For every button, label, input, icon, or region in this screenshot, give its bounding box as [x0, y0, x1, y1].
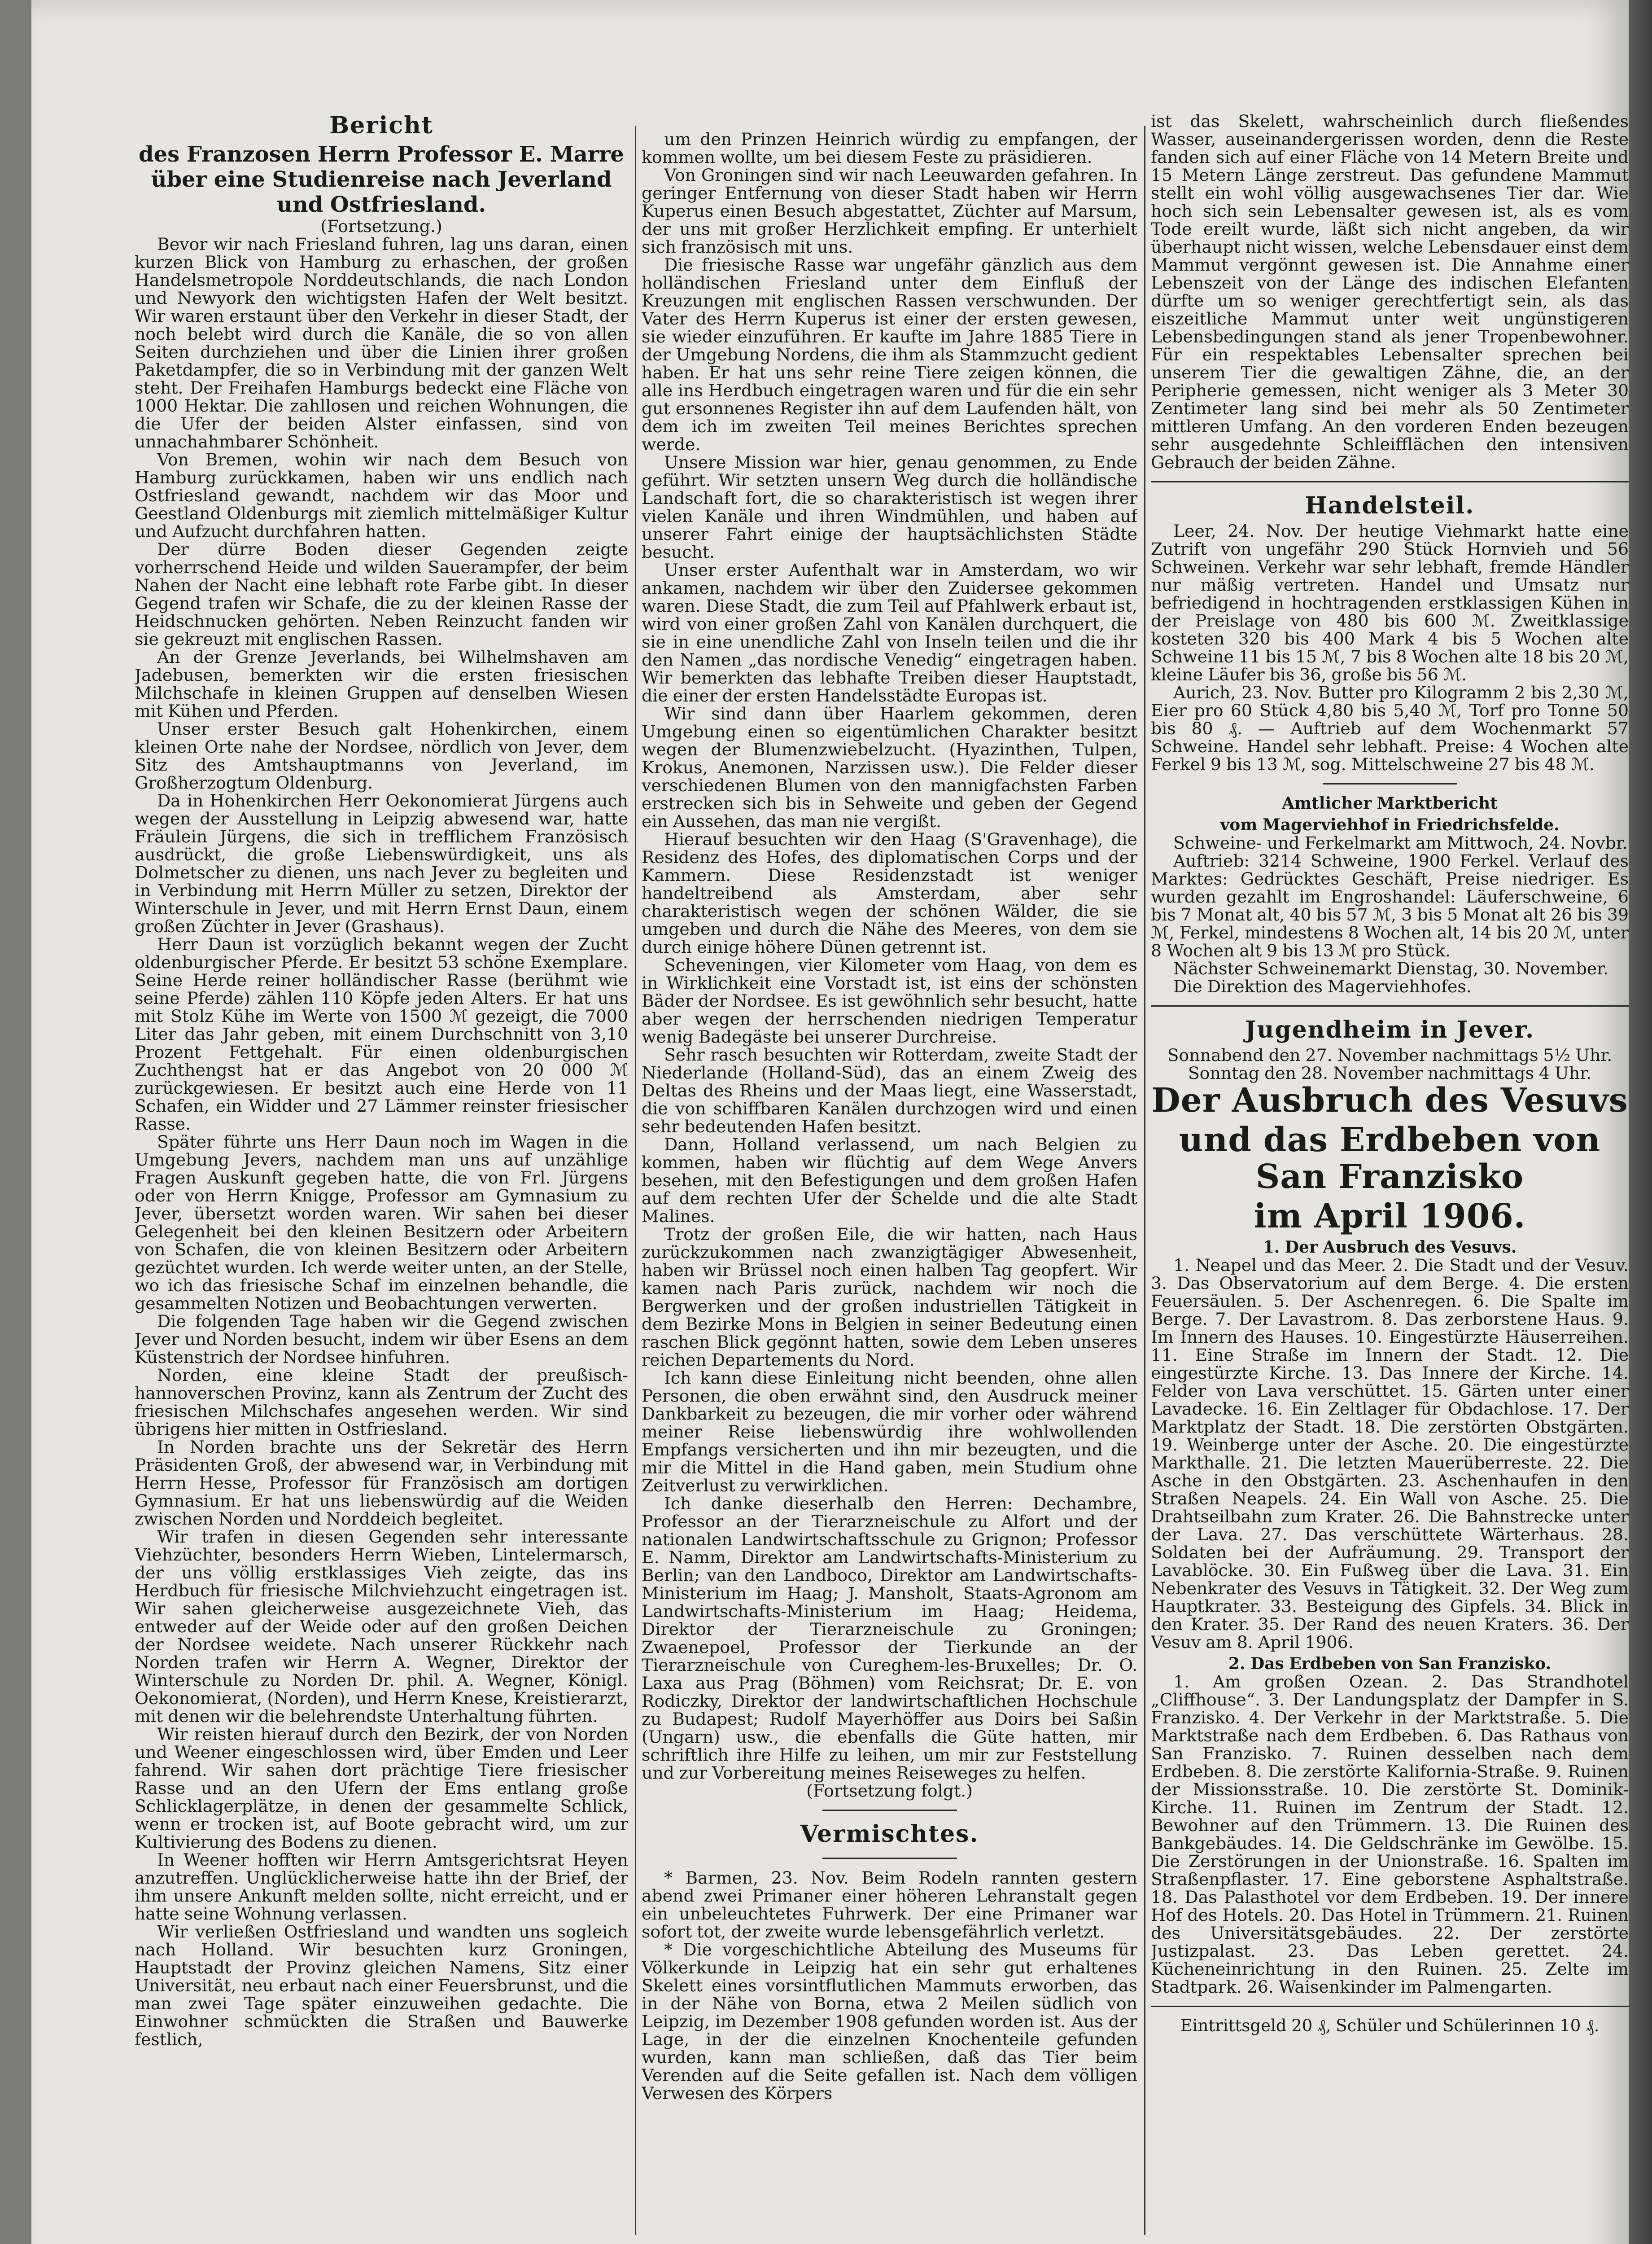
admission-notice: Eintrittsgeld 20 ₰, Schüler und Schülerinnen 10 ₰.	[1180, 2016, 1600, 2035]
paragraph: Unsere Mission war hier, genau genommen, zu Ende geführt. Wir setzten unsern Weg durch die holländische Landschaft fort, die so charakteristisch ist wegen ihrer vielen Kanäle und ihren Windmühlen, und haben auf unserer Fahrt einige der hauptsächlichsten Städte besucht.	[642, 452, 1137, 562]
market-report: Aurich, 23. Nov. Butter pro Kilogramm 2 bis 2,30 ℳ, Eier pro 60 Stück 4,80 bis 5,40 ℳ, Torf pro Tonne 50 bis 80 ₰. — Auftrieb auf dem Wochenmarkt 57 Schweine. Handel sehr lebhaft. Preise: 4 Wochen alte Ferkel 9 bis 13 ℳ, sog. Mittelschweine 27 bis 48 ℳ.	[1151, 683, 1629, 774]
market-title: Amtlicher Marktbericht	[1282, 794, 1498, 813]
market-report-line: Schweine- und Ferkelmarkt am Mittwoch, 24. Novbr.	[1173, 833, 1628, 853]
divider	[1151, 1005, 1629, 1007]
column-rule	[635, 126, 636, 2235]
news-item: * Die vorgeschichtliche Abteilung des Museums für Völkerkunde in Leipzig hat ein sehr gut erhaltenes Skelett eines vorsintflutlichen Mammuts erworben, das in der Nähe von Borna, etwa 2 Meilen südlich von Leipzig, im Dezember 1908 gefunden worden ist. Aus der Lage, in der die einzelnen Knochenteile gefunden wurden, kann man schließen, daß das Tier beim Verenden auf die Seite gefallen ist. Nach dem völligen Verwesen des Körpers	[642, 1940, 1137, 2103]
market-subtitle: vom Magerviehhof in Friedrichsfelde.	[1220, 815, 1560, 834]
paragraph: Norden, eine kleine Stadt der preußisch-hannoverschen Provinz, kann als Zentrum der Zucht des friesischen Milchschafes angesehen werden. Wir sind übrigens hier mitten in Ostfriesland.	[135, 1365, 628, 1439]
paragraph: Ich danke dieserhalb den Herren: Dechambre, Professor an der Tierarzneischule zu Alfort und der nationalen Landwirtschaftsschule zu Grignon; Professor E. Namm, Direktor am Landwirtschafts-Ministerium zu Berlin; van den Landboco, Direktor am Landwirtschafts-Ministerium im Haag; J. Mansholt, Staats-Agronom am Landwirtschafts-Ministerium im Haag; Heidema, Direktor der Tierarzneischule zu Groningen; Zwaenepoel, Professor der Tierkunde an der Tierarzneischule von Cureghem-les-Bruxelles; Dr. O. Laxa aus Prag (Böhmen) vom Reichsrat; Dr. E. von Rodiczky, Direktor der landwirtschaftlichen Hochschule zu Budapest; Rudolf Mayerhöffer aus Doirs bei Saßin (Ungarn) usw., die ebenfalls die Güte hatten, mir schriftlich ihre Hilfe zu leihen, um mir zur Feststellung und zur Vorbereitung meines Reiseweges zu helfen.	[642, 1494, 1137, 1783]
paragraph: Scheveningen, vier Kilometer vom Haag, von dem es in Wirklichkeit eine Vorstadt ist, ist eins der schönsten Bäder der Nordsee. Es ist gewöhnlich sehr besucht, hatte aber wegen der herrschenden niedrigen Temperatur wenig Badegäste bei unserer Durchreise.	[642, 955, 1137, 1047]
market-report: Leer, 24. Nov. Der heutige Viehmarkt hatte eine Zutrift von ungefähr 290 Stück Hornvieh und 56 Schweinen. Verkehr war sehr lebhaft, fremde Händler nur mäßig vertreten. Handel und Umsatz nur befriedigend in hochtragenden erstklassigen Kühen in der Preislage von 480 bis 600 ℳ. Zweitklassige kosteten 320 bis 400 Mark 4 bis 5 Wochen alte Schweine 11 bis 15 ℳ, 7 bis 8 Wochen alte 18 bis 20 ℳ, kleine Läufer bis 36, große bis 56 ℳ.	[1151, 521, 1629, 684]
event-heading: Jugendheim in Jever.	[1245, 1016, 1535, 1043]
news-item: * Barmen, 23. Nov. Beim Rodeln rannten gestern abend zwei Primaner einer höheren Lehranstalt gegen ein unbeleuchtetes Fuhrwerk. Der eine Primaner war sofort tot, der zweite wurde lebensgefährlich verletzt.	[642, 1868, 1137, 1942]
paragraph: um den Prinzen Heinrich würdig zu empfangen, der kommen wollte, um bei diesem Feste zu präsidieren.	[642, 130, 1137, 167]
section-heading: 1. Der Ausbruch des Vesuvs.	[1263, 1238, 1517, 1257]
article-subtitle: des Franzosen Herrn Professor E. Marre	[139, 142, 624, 167]
paragraph: Wir verließen Ostfriesland und wandten uns sogleich nach Holland. Wir besuchten kurz Groningen, Hauptstadt der Provinz gleichen Namens, Sitz einer Universität, neu erbaut nach einer Feuersbrunst, und die man zwei Tage später einzuweihen gedachte. Die Einwohner schmückten die Straßen und Bauwerke festlich,	[135, 1922, 628, 2049]
section-heading: 2. Das Erdbeben von San Franzisko.	[1228, 1654, 1551, 1673]
event-times	[1151, 1046, 1629, 1082]
paragraph: In Norden brachte uns der Sekretär des Herrn Präsidenten Groß, der abwesend war, in Verbindung mit Herrn Hesse, Professor für Französisch am dortigen Gymnasium. Er hat uns liebenswürdig auf die Weiden zwischen Norden und Norddeich begleitet.	[135, 1437, 628, 1529]
article-body: ist das Skelett, wahrscheinlich durch fließendes Wasser, auseinandergerissen worden, denn die Reste fanden sich auf einer Fläche von 14 Metern Breite und 15 Metern Länge zerstreut. Das gefundene Mammut stellt ein wohl völlig ausgewachsenes Tier dar. Wie hoch sich sein Lebensalter gewesen ist, als es vom Tode ereilt wurde, läßt sich nicht angeben, da wir überhaupt nicht wissen, welche Lebensdauer einst dem Mammut vergönnt gewesen ist. Die Annahme einer Lebenszeit von der Länge des indischen Elefanten dürfte um so weniger gerechtfertigt sein, als das eiszeitliche Mammut unter weit ungünstigeren Lebensbedingungen stand als jener Tropenbewohner. Für ein respektables Lebensalter sprechen bei unserem Tier die gewaltigen Zähne, die, an der Peripherie gemessen, nicht weniger als 3 Meter 30 Zentimeter lang sind bei mehr als 50 Zentimeter mittleren Umfang. An den vorderen Enden bezeugen sehr ausgedehnte Schleifflächen den intensiven Gebrauch der beiden Zähne.	[1151, 112, 1629, 472]
paragraph: Hierauf besuchten wir den Haag (S'Gravenhage), die Residenz des Hofes, des diplomatischen Corps und der Kammern. Diese Residenzstadt ist weniger handeltreibend als Amsterdam, aber sehr charakteristisch wegen der schönen Wälder, die sie umgeben und durch die Nähe des Meeres, von dem sie durch einige höhere Dünen getrennt ist.	[642, 829, 1137, 957]
market-body	[1151, 834, 1629, 995]
paragraph: Der dürre Boden dieser Gegenden zeigte vorherrschend Heide und wilden Sauerampfer, der beim Nahen der Nacht eine lebhaft rote Farbe gibt. In dieser Gegend trafen wir Schafe, die zu der kleinen Rasse der Heidschnucken gehörten. Neben Reinzucht fanden wir sie gekreuzt mit englischen Rassen.	[135, 539, 628, 649]
misc-body	[642, 1869, 1137, 2102]
continued-note: (Fortsetzung folgt.)	[806, 1781, 973, 1801]
paragraph: Wir sind dann über Haarlem gekommen, deren Umgebung einen so eigentümlichen Charakter besitzt wegen der Blumenzwiebelzucht. (Hyazinthen, Tulpen, Krokus, Anemonen, Narzissen usw.). Die Felder dieser verschiedenen Blumen von den mannigfachsten Farben erstrecken sich bis in Sehweite und geben der Gegend ein Aussehen, das man nie vergißt.	[642, 704, 1137, 831]
article-subtitle: über eine Studienreise nach Jeverland und Ostfriesland.	[151, 167, 612, 217]
paragraph: Sehr rasch besuchten wir Rotterdam, zweite Stadt der Niederlande (Holland-Süd), das an einem Zweig des Deltas des Rheins und der Maas liegt, eine Wasserstadt, die von schiffbaren Kanälen durchzogen wird und einen sehr bedeutenden Hafen besitzt.	[642, 1045, 1137, 1136]
paragraph: Die friesische Rasse war ungefähr gänzlich aus dem holländischen Friesland unter dem Einfluß der Kreuzungen mit englischen Rassen verschwunden. Der Vater des Herrn Kuperus ist einer der ersten gewesen, sie wieder einzuführen. Er kaufte im Jahre 1885 Tiere in der Umgebung Nordens, die ihm als Stammzucht gedient haben. Er hat uns sehr reine Tiere zeigen können, die alle ins Herdbuch eingetragen waren und für die ein sehr gut ersonnenes Register ihn auf dem Laufenden hält, von dem ich im zweiten Teil meines Berichtes sprechen werde.	[642, 255, 1137, 454]
lecture-title: Der Ausbruch des Vesuvs	[1151, 1081, 1628, 1120]
column-2	[642, 130, 1137, 2244]
paragraph: Da in Hohenkirchen Herr Oekonomierat Jürgens auch wegen der Ausstellung in Leipzig abwesend war, hatte Fräulein Jürgens, die sich in trefflichem Französisch ausdrückt, die große Liebenswürdigkeit, uns als Dolmetscher zu dienen, uns nach Jever zu begleiten und in Verbindung mit Herrn Müller zu setzen, Direktor der Winterschule in Jever, und mit Herrn Ernst Daun, einem großen Züchter in Jever (Grashaus).	[135, 791, 628, 936]
continuation-note: (Fortsetzung.)	[320, 216, 442, 236]
paragraph: In Weener hofften wir Herrn Amtsgerichtsrat Heyen anzutreffen. Unglücklicherweise hatte ihn der Brief, der ihm unsere Ankunft melden sollte, nicht erreicht, und er hatte seine Wohnung verlassen.	[135, 1850, 628, 1924]
paragraph: Trotz der großen Eile, die wir hatten, nach Haus zurückzukommen nach zwanzigtägiger Abwesenheit, haben wir Brüssel noch einen halben Tag geopfert. Wir kamen nach Paris zurück, nachdem wir noch die Bergwerken und der großen industriellen Tätigkeit in dem Bezirke Mons in Belgien in seiner Bedeutung einen raschen Blick gegönnt hatten, sowie dem Leben unseres reichen Departements du Nord.	[642, 1224, 1137, 1370]
paragraph: Unser erster Besuch galt Hohenkirchen, einem kleinen Orte nahe der Nordsee, nördlich von Jever, dem Sitz des Amtshauptmanns von Jeverland, im Großherzogtum Oldenburg.	[135, 719, 628, 793]
divider	[1151, 481, 1629, 482]
column-3	[1151, 112, 1629, 2244]
event-time: Sonntag den 28. November nachmittags 4 Uhr.	[1188, 1063, 1592, 1083]
article-title: Bericht	[329, 112, 433, 139]
paragraph: Später führte uns Herr Daun noch im Wagen in die Umgebung Jevers, nachdem man uns auf unzählige Fragen Auskunft gegeben hatte, die von Frl. Jürgens oder von Herrn Knigge, Professor am Gymnasium zu Jever, übersetzt worden waren. Wir sahen bei dieser Gelegenheit bei den kleinen Besitzern oder Arbeitern von Schafen, die von kleinen Besitzern oder Arbeitern gezüchtet wurden. Ich werde weiter unten, an der Stelle, wo ich das friesische Schaf im einzelnen behandle, die gesammelten Notizen und Beobachtungen verwerten.	[135, 1132, 628, 1313]
divider	[1323, 783, 1457, 785]
paragraph: Die folgenden Tage haben wir die Gegend zwischen Jever und Norden besucht, indem wir über Esens an dem Küstenstrich der Nordsee hinfuhren.	[135, 1311, 628, 1367]
paragraph: An der Grenze Jeverlands, bei Wilhelmshaven am Jadebusen, bemerkten wir die ersten friesischen Milchschafe in kleinen Gruppen auf denselben Wiesen mit Kühen und Pferden.	[135, 647, 628, 721]
article-body	[135, 235, 628, 2048]
paragraph: Von Bremen, wohin wir nach dem Besuch von Hamburg zurückkamen, haben wir uns endlich nach Ostfriesland gewandt, nachdem wir das Moor und Geestland Oldenburgs mit ziemlich mittelmäßiger Kultur und Aufzucht durchfahren hatten.	[135, 450, 628, 541]
trade-body	[1151, 522, 1629, 773]
column-1	[135, 112, 628, 2244]
page-edge	[1629, 0, 1652, 2244]
lecture-title: und das Erdbeben von San Franzisko	[1179, 1121, 1601, 1196]
divider	[822, 1858, 957, 1859]
section-title: Handelsteil.	[1305, 492, 1475, 519]
paragraph: Wir reisten hierauf durch den Bezirk, der von Norden und Weener eingeschlossen wird, über Emden und Leer fahrend. Wir sahen dort prächtige Tiere friesischer Rasse und an den Ufern der Ems entlang große Schlicklagerplätze, in denen der gesammelte Schlick, wenn er trocken ist, auf Boote gebracht wird, um zur Kultivierung des Bodens zu dienen.	[135, 1724, 628, 1852]
column-rule	[1144, 126, 1145, 2235]
divider	[822, 1810, 957, 1811]
paragraph: Von Groningen sind wir nach Leeuwarden gefahren. In geringer Entfernung von dieser Stadt haben wir Herrn Kuperus einen Besuch abgestattet, Züchter auf Marsum, der uns mit großer Herzlichkeit empfing. Er unterhielt sich französisch mit uns.	[642, 165, 1137, 257]
lecture-title: im April 1906.	[1254, 1197, 1526, 1236]
paragraph: Unser erster Aufenthalt war in Amsterdam, wo wir ankamen, nachdem wir über den Zuidersee gekommen waren. Diese Stadt, die zum Teil auf Pfahlwerk erbaut ist, wird von einer großen Zahl von Kanälen durchquert, die sie in eine unendliche Zahl von Inseln teilen und die ihr den Namen „das nordische Venedig“ eingetragen haben. Wir bemerkten das lebhafte Treiben dieser Hauptstadt, die einer der ersten Handelsstädte Europas ist.	[642, 560, 1137, 706]
paragraph: Dann, Holland verlassend, um nach Belgien zu kommen, haben wir flüchtig auf dem Wege Anvers besehen, mit den Befestigungen und dem großen Hafen auf dem rechten Ufer der Schelde und die alte Stadt Malines.	[642, 1135, 1137, 1226]
paragraph: Ich kann diese Einleitung nicht beenden, ohne allen Personen, die oben erwähnt sind, den Ausdruck meiner Dankbarkeit zu bezeugen, die mir vorher oder während meiner Reise liebenswürdig ihre wohlwollenden Empfangs versicherten und ihn mir bezeugten, und die mir die Mittel in die Hand gaben, mein Studium ohne Zeitverlust zu verwirklichen.	[642, 1368, 1137, 1495]
divider	[1151, 2006, 1629, 2007]
market-report-line: Die Direktion des Magerviehhofes.	[1173, 977, 1472, 996]
article-body	[642, 130, 1137, 1782]
paragraph: Herr Daun ist vorzüglich bekannt wegen der Zucht oldenburgischer Pferde. Er besitzt 53 schöne Exemplare. Seine Herde reiner holländischer Rasse (berühmt wie seine Pferde) zählen 110 Köpfe jeden Alters. Er hat uns mit Stolz Kühe im Werte von 1500 ℳ gezeigt, die 7000 Liter das Jahr geben, mit einem Durchschnitt von 3,10 Prozent Fettgehalt. Für einen oldenburgischen Zuchthengst hat er das Angebot von 20 000 ℳ zurückgewiesen. Er besitzt auch eine Herde von 11 Schafen, ein Widder und 27 Lämmer reinster friesischer Rasse.	[135, 934, 628, 1134]
section-text: 1. Am großen Ozean. 2. Das Strandhotel „Cliffhouse“. 3. Der Landungsplatz der Dampfer in S. Franzisko. 4. Der Verkehr in der Marktstraße. 5. Die Marktstraße nach dem Erdbeben. 6. Das Rathaus von San Franzisko. 7. Ruinen desselben nach dem Erdbeben. 8. Die zerstörte Kalifornia-Straße. 9. Ruinen der Missionsstraße. 10. Die zerstörte St. Dominik-Kirche. 11. Ruinen im Zentrum der Stadt. 12. Bewohner auf den Trümmern. 13. Die Ruinen des Bankgebäudes. 14. Die Geldschränke im Gewölbe. 15. Die Zerstörungen in der Unionstraße. 16. Spalten im Straßenpflaster. 17. Eine geborstene Asphaltstraße. 18. Das Palasthotel vor dem Erdbeben. 19. Der innere Hof des Hotels. 20. Das Hotel in Trümmern. 21. Ruinen des Universitätsgebäudes. 22. Der zerstörte Justizpalast. 23. Das Leben gerettet. 24. Kücheneinrichtung in den Ruinen. 25. Zelte im Stadtpark. 26. Waisenkinder im Palmengarten.	[1151, 1672, 1629, 1997]
market-report-line: Nächster Schweinemarkt Dienstag, 30. November.	[1173, 959, 1609, 978]
event-time: Sonnabend den 27. November nachmittags 5½ Uhr.	[1167, 1045, 1613, 1065]
paragraph: Wir trafen in diesen Gegenden sehr interessante Viehzüchter, besonders Herrn Wieben, Lintelermarsch, der uns völlig erstklassiges Vieh zeigte, das ins Herdbuch für friesische Milchviehzucht eingetragen ist. Wir sahen gleicherweise ausgezeichnete Vieh, das entweder auf der Weide oder auf den großen Deichen der Nordsee weidete. Nach unserer Rückkehr nach Norden trafen wir Herrn A. Wegner, Direktor der Winterschule zu Norden Dr. phil. A. Wegner, Königl. Oekonomierat, (Norden), und Herrn Knese, Kreistierarzt, mit denen wir die belehrendste Unterhaltung führten.	[135, 1527, 628, 1726]
section-text: 1. Neapel und das Meer. 2. Die Stadt und der Vesuv. 3. Das Observatorium auf dem Berge. 4. Die ersten Feuersäulen. 5. Der Aschenregen. 6. Die Spalte im Berge. 7. Der Lavastrom. 8. Das zerborstene Haus. 9. Im Innern des Hauses. 10. Eingestürzte Häuserreihen. 11. Eine Straße im Innern der Stadt. 12. Die eingestürzte Kirche. 13. Das Innere der Kirche. 14. Felder von Lava verschüttet. 15. Gärten unter einer Lavadecke. 16. Ein Zeltlager für Obdachlose. 17. Der Marktplatz der Stadt. 18. Die zerstörten Obstgärten. 19. Weinberge unter der Asche. 20. Die eingestürzte Markthalle. 21. Die letzten Mauerüberreste. 22. Die Asche in den Obstgärten. 23. Aschenhaufen in den Straßen Neapels. 24. Ein Wall von Asche. 25. Die Drahtseilbahn zum Krater. 26. Die Bahnstrecke unter der Lava. 27. Das verschüttete Wärterhaus. 28. Soldaten bei der Aufräumung. 29. Transport der Lavablöcke. 30. Ein Fußweg über die Lava. 31. Ein Nebenkrater des Vesuvs in Tätigkeit. 32. Der Weg zum Hauptkrater. 33. Besteigung des Gipfels. 34. Blick in den Krater. 35. Der Rand des neuen Kraters. 36. Der Vesuv am 8. April 1906.	[1151, 1255, 1629, 1652]
market-report-line: Auftrieb: 3214 Schweine, 1900 Ferkel. Verlauf des Marktes: Gedrücktes Geschäft, Preise niedriger. Es wurden gezahlt im Engroshandel: Läuferschweine, 6 bis 7 Monat alt, 40 bis 57 ℳ, 3 bis 5 Monat alt 26 bis 39 ℳ, Ferkel, mindestens 8 Wochen alt, 14 bis 20 ℳ, unter 8 Wochen alt 9 bis 13 ℳ pro Stück.	[1151, 851, 1629, 960]
section-title: Vermischtes.	[800, 1820, 979, 1848]
paragraph: Bevor wir nach Friesland fuhren, lag uns daran, einen kurzen Blick von Hamburg zu erhaschen, der großen Handelsmetropole Norddeutschlands, die nach London und Newyork den wichtigsten Hafen der Welt besitzt. Wir waren erstaunt über den Verkehr in dieser Stadt, der noch belebt wird durch die Kanäle, die so von allen Seiten durchziehen und über die Linien ihrer großen Paketdampfer, die so in Verbindung mit der ganzen Welt steht. Der Freihafen Hamburgs bedeckt eine Fläche von 1000 Hektar. Die zahllosen und reichen Wohnungen, die die Ufer der beiden Alster einfassen, sind von unnachahmbarer Schönheit.	[135, 234, 628, 451]
